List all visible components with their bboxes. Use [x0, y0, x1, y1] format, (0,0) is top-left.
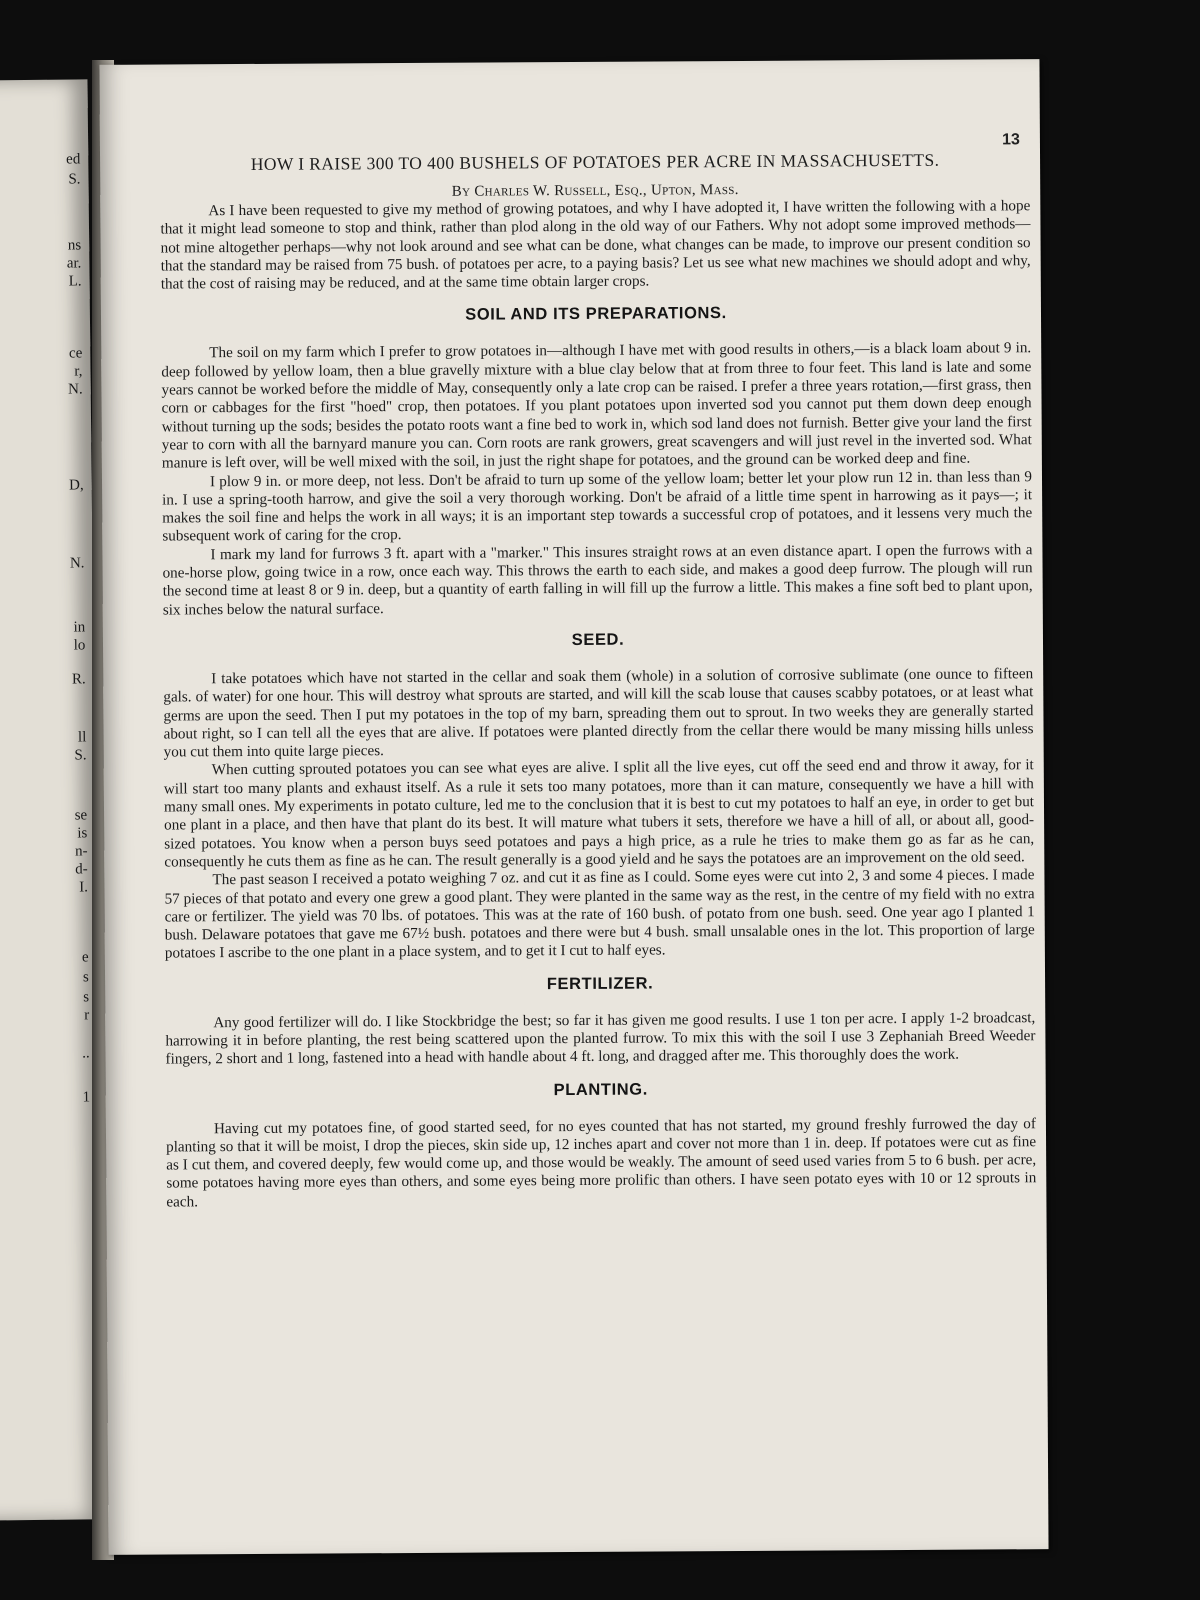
left-page-fragment: se: [74, 807, 88, 824]
section-heading-fertilizer: FERTILIZER.: [546, 974, 654, 993]
left-page-fragment: d-: [75, 861, 88, 878]
left-page-fragment: s: [82, 969, 89, 986]
left-page-fragment: S.: [74, 747, 87, 764]
previous-page-edge: [0, 79, 103, 1520]
left-page-fragment: N.: [69, 555, 85, 572]
byline: By Charles W. Russell, Esq., Upton, Mass.: [451, 181, 739, 200]
seed-paragraph-2: When cutting sprouted potatoes you can see what eyes are alive. I split all the live eyes, cut off the seed end and throw it away, for it will start too many plants and exhaust itself. As a rule it sets too many potatoes, more than it can mature, consequently we have a hill with many small ones. My experiments in potato culture, led me to the conclusion that it is best to cut my potatoes to half an eye, in order to get but one plant in a place, and then have that plant do its best. It will mature what tubers it sets, therefore we have a hill of all, or about all, good-sized potatoes. You know when a person buys seed potatoes and pays a high price, as a rule he tries to make them go as far as he can, consequently he cuts them as fine as he can. The result generally is a good yield and he says the potatoes are an improvement on the old seed.: [163, 756, 1035, 871]
left-page-fragment: ar.: [66, 255, 82, 272]
seed-paragraph-1: I take potatoes which have not started in the cellar and soak them (whole) in a solution of corrosive sublimate (one ounce to fifteen gals. of water) for one hour. This will destroy what sprouts are started, and will kill the scab louse that causes scabby potatoes, or at least what germs are upon the seed. Then I put my potatoes in the top of my barn, spreading them out to sprout. In two weeks they are generally started about right, so I can tell all the eyes that are alive. If potatoes were planted directly from the cellar there would be many missing hills unless you cut them into quite large pieces.: [163, 665, 1034, 761]
left-page-fragment: is: [77, 825, 88, 842]
left-page-fragment: n-: [74, 843, 88, 860]
left-page-fragment: ns: [67, 237, 82, 254]
left-page-fragment: I.: [79, 879, 89, 896]
fertilizer-paragraph: Any good fertilizer will do. I like Stockbridge the best; so far it has given me good results. I use 1 ton per acre. I apply 1-2 broadcast, harrowing it in before planting, the rest being scattered upon the planted furrow. To mix this with the soil I use 3 Zephaniah Breed Weeder fingers, 2 short and 1 long, fastened into a head with handle about 4 ft. long, and dragged after me. This thoroughly does the work.: [165, 1008, 1036, 1068]
planting-paragraph: Having cut my potatoes fine, of good started seed, for no eyes counted that has not started, my ground freshly furrowed the day of planting so that it will be moist, I drop the pieces, skin side up, 12 inches apart and cover not more than 1 in. deep. If potatoes were cut as fine as I cut them, and covered deeply, few would come up, and those would be weakly. The amount of seed used varies from 5 to 6 bush. per acre, some potatoes having more eyes than others, and some eyes being more prolific than others. I have seen potato eyes with 10 or 12 sprouts in each.: [166, 1114, 1037, 1211]
article-title: HOW I RAISE 300 TO 400 BUSHELS OF POTATOES PER ACRE IN MASSACHUSETTS.: [250, 149, 940, 174]
soil-paragraph-3: I mark my land for furrows 3 ft. apart with a "marker." This insures straight rows at an even distance apart. I open the furrows with a one-horse plow, going twice in a row, once each way. This throws the earth to each side, and makes a good deep furrow. The plough will run the second time at least 8 or 9 in. deep, but a quantity of earth falling in will fill up the furrow a little. This makes a fine soft bed to plant upon, six inches below the natural surface.: [162, 540, 1033, 619]
left-page-fragment: R.: [71, 671, 86, 688]
section-heading-seed: SEED.: [571, 630, 625, 649]
left-page-fragment: ..: [82, 1045, 90, 1062]
soil-paragraph-2: I plow 9 in. or more deep, not less. Don't be afraid to turn up some of the yellow loam; better let your plow run 12 in. than less than 9 in. I use a spring-tooth harrow, and give the soil a very thorough working. Don't be afraid of a little time spent in harrowing as it pays—; it makes the soil fine and helps the work in all ways; it is an important step towards a successful crop of potatoes, and it lessens very much the subsequent work of caring for the crop.: [162, 467, 1033, 545]
left-page-fragment: S.: [68, 171, 81, 188]
page-content: [160, 131, 1037, 1211]
soil-paragraph-1: The soil on my farm which I prefer to grow potatoes in—although I have met with good results in others,—is a black loam about 9 in. deep followed by yellow loam, then a blue gravelly mixture with a blue clay below that at from three to four feet. This land is late and some years cannot be worked before the middle of May, consequently only a late crop can be raised. I prefer a three years rotation,—first grass, then corn or cabbages for the first "hoed" crop, then potatoes. If you plant potatoes upon inverted sod you cannot put them down deep enough without turning up the sods; besides the potato roots want a fine bed to work in, which sod land does not furnish. Better give your land the first year to corn with all the barnyard manure you can. Corn roots are rank growers, great scavengers and will just revel in the inverted sod. What manure is left over, will be well mixed with the soil, in just the right shape for potatoes, and the ground can be worked deep and fine.: [161, 339, 1032, 472]
seed-paragraph-3: The past season I received a potato weighing 7 oz. and cut it as fine as I could. Some eyes were cut into 2, 3 and some 4 pieces. I made 57 pieces of that potato and every one grew a good plant. They were planted in the same way as the rest, in the centre of my field with no extra care or fertilizer. The yield was 70 lbs. of potatoes. This was at the rate of 160 bush. of potato from one bush. seed. One year ago I planted 1 bush. Delaware potatoes that gave me 67½ bush. potatoes and there were but 4 bush. small unsalable ones in the lot. This proportion of large potatoes I ascribe to the one plant in a place system, and to get it I cut to half eyes.: [164, 866, 1035, 962]
left-page-fragment: D,: [69, 477, 84, 494]
left-page-fragment: lo: [73, 637, 86, 654]
left-page-fragment: 1: [82, 1089, 91, 1106]
left-page-fragment: ce: [68, 345, 83, 362]
left-page-fragment: in: [73, 619, 86, 636]
left-page-fragment: r,: [74, 363, 83, 380]
section-heading-soil: SOIL AND ITS PREPARATIONS.: [465, 304, 727, 325]
left-page-fragment: L.: [68, 273, 82, 290]
page-number: 13: [1002, 131, 1020, 149]
section-heading-planting: PLANTING.: [553, 1080, 648, 1099]
left-page-fragment: N.: [68, 381, 83, 398]
left-page-fragment: s: [83, 989, 90, 1006]
left-page-fragment: ed: [66, 151, 81, 168]
intro-paragraph: As I have been requested to give my method of growing potatoes, and why I have adopted it, I have written the following with a hope that it might lead someone to stop and think, rather than plod along in the old way of our Fathers. Why not adopt some improved methods—not mine altogether perhaps—why not look around and see what can be done, what changes can be made, to improve our present condition so that the standard may be raised from 75 bush. of potatoes per acre, to a paying basis? Let us see what new machines we should adopt and why, that the cost of raising may be reduced, and at the same time obtain larger crops.: [160, 197, 1031, 293]
left-page-fragment: r: [84, 1007, 90, 1024]
left-page-fragment: ll: [77, 729, 87, 746]
left-page-fragment: e: [81, 949, 89, 966]
page: [99, 59, 1048, 1555]
